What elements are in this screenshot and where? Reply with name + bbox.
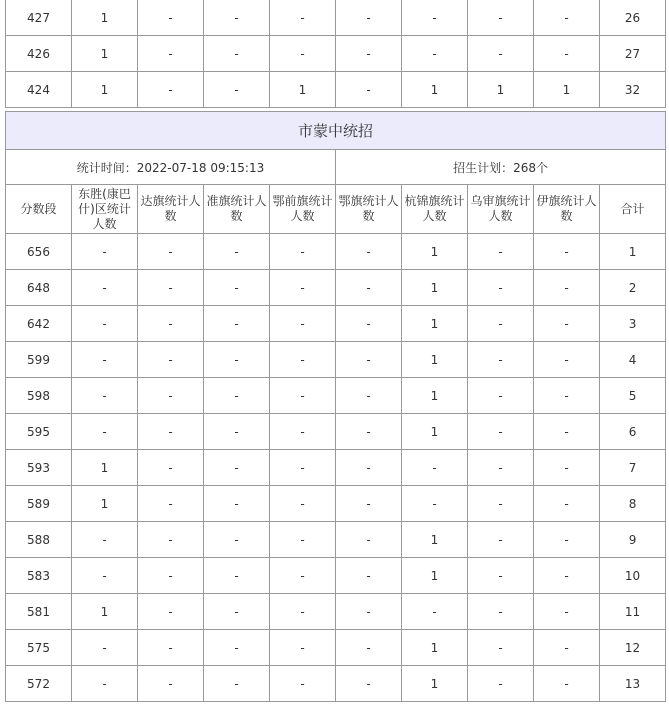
total-cell: 4 (600, 342, 666, 378)
count-cell: - (468, 450, 534, 486)
count-cell: - (138, 450, 204, 486)
count-cell: - (204, 486, 270, 522)
count-cell: - (270, 450, 336, 486)
count-cell: 1 (402, 378, 468, 414)
count-cell: - (138, 630, 204, 666)
score-cell: 599 (6, 342, 72, 378)
score-cell: 575 (6, 630, 72, 666)
total-cell: 3 (600, 306, 666, 342)
count-cell: - (270, 234, 336, 270)
count-cell: - (138, 0, 204, 36)
header-score: 分数段 (6, 185, 72, 234)
count-cell: - (468, 522, 534, 558)
header-row (6, 185, 666, 234)
table-row (6, 36, 666, 72)
section-title: 市蒙中统招 (6, 112, 666, 150)
table-row (6, 630, 666, 666)
count-cell: - (468, 378, 534, 414)
count-cell: 1 (402, 630, 468, 666)
count-cell: - (336, 666, 402, 702)
count-cell: - (336, 450, 402, 486)
count-cell: 1 (402, 306, 468, 342)
count-cell: - (534, 558, 600, 594)
score-cell: 656 (6, 234, 72, 270)
header-eqianqi: 鄂前旗统计人数 (270, 185, 336, 234)
count-cell: - (138, 72, 204, 108)
table-row (6, 594, 666, 630)
count-cell: - (204, 594, 270, 630)
count-cell: - (204, 342, 270, 378)
count-cell: - (72, 342, 138, 378)
count-cell: - (138, 558, 204, 594)
count-cell: - (270, 414, 336, 450)
header-eqi: 鄂旗统计人数 (336, 185, 402, 234)
section-info-row (6, 150, 666, 185)
count-cell: - (138, 378, 204, 414)
count-cell: - (534, 630, 600, 666)
count-cell: - (534, 414, 600, 450)
count-cell: 1 (402, 270, 468, 306)
score-cell: 593 (6, 450, 72, 486)
table-row (6, 666, 666, 702)
count-cell: - (204, 450, 270, 486)
count-cell: - (336, 486, 402, 522)
header-daqi: 达旗统计人数 (138, 185, 204, 234)
count-cell: 1 (72, 36, 138, 72)
table-row (6, 270, 666, 306)
count-cell: - (138, 342, 204, 378)
count-cell: - (72, 630, 138, 666)
count-cell: - (72, 522, 138, 558)
count-cell: 1 (402, 234, 468, 270)
header-hangjinqi: 杭锦旗统计人数 (402, 185, 468, 234)
count-cell: 1 (402, 414, 468, 450)
count-cell: 1 (402, 342, 468, 378)
score-cell: 642 (6, 306, 72, 342)
count-cell: - (336, 234, 402, 270)
count-cell: - (204, 72, 270, 108)
score-cell: 588 (6, 522, 72, 558)
table-row (6, 558, 666, 594)
count-cell: - (402, 594, 468, 630)
count-cell: 1 (270, 72, 336, 108)
count-cell: 1 (72, 0, 138, 36)
count-cell: - (270, 342, 336, 378)
count-cell: - (204, 36, 270, 72)
previous-section-table (5, 0, 666, 108)
score-distribution-body (6, 112, 666, 702)
total-cell: 10 (600, 558, 666, 594)
previous-section-body (6, 0, 666, 108)
table-row (6, 522, 666, 558)
count-cell: - (138, 36, 204, 72)
table-row (6, 486, 666, 522)
count-cell: - (204, 234, 270, 270)
count-cell: - (72, 306, 138, 342)
section-title-row (6, 112, 666, 150)
count-cell: - (468, 342, 534, 378)
count-cell: - (270, 666, 336, 702)
count-cell: - (468, 594, 534, 630)
count-cell: 1 (534, 72, 600, 108)
count-cell: - (534, 270, 600, 306)
score-cell: 427 (6, 0, 72, 36)
count-cell: - (138, 666, 204, 702)
count-cell: - (204, 0, 270, 36)
count-cell: - (468, 558, 534, 594)
count-cell: - (534, 666, 600, 702)
score-cell: 648 (6, 270, 72, 306)
count-cell: - (72, 414, 138, 450)
count-cell: - (534, 306, 600, 342)
count-cell: - (270, 306, 336, 342)
score-cell: 581 (6, 594, 72, 630)
total-cell: 8 (600, 486, 666, 522)
count-cell: - (402, 0, 468, 36)
header-dongsheng: 东胜(康巴什)区统计人数 (72, 185, 138, 234)
count-cell: 1 (402, 666, 468, 702)
count-cell: - (204, 414, 270, 450)
count-cell: - (270, 558, 336, 594)
count-cell: - (468, 306, 534, 342)
header-zhunqi: 准旗统计人数 (204, 185, 270, 234)
count-cell: - (534, 450, 600, 486)
stat-time: 统计时间：2022-07-18 09:15:13 (6, 150, 336, 185)
total-cell: 5 (600, 378, 666, 414)
total-cell: 1 (600, 234, 666, 270)
count-cell: - (468, 270, 534, 306)
table-row (6, 378, 666, 414)
total-cell: 9 (600, 522, 666, 558)
count-cell: - (138, 414, 204, 450)
score-cell: 572 (6, 666, 72, 702)
table-row (6, 450, 666, 486)
count-cell: - (204, 522, 270, 558)
count-cell: 1 (72, 450, 138, 486)
count-cell: - (270, 0, 336, 36)
count-cell: - (138, 306, 204, 342)
count-cell: - (336, 522, 402, 558)
count-cell: - (468, 486, 534, 522)
count-cell: - (138, 522, 204, 558)
score-cell: 583 (6, 558, 72, 594)
count-cell: - (534, 0, 600, 36)
count-cell: - (270, 270, 336, 306)
count-cell: - (204, 378, 270, 414)
table-row (6, 72, 666, 108)
count-cell: - (468, 36, 534, 72)
total-cell: 11 (600, 594, 666, 630)
count-cell: - (336, 0, 402, 36)
count-cell: 1 (468, 72, 534, 108)
count-cell: - (336, 72, 402, 108)
total-cell: 32 (600, 72, 666, 108)
table-row (6, 234, 666, 270)
count-cell: - (138, 234, 204, 270)
count-cell: - (468, 0, 534, 36)
count-cell: - (534, 234, 600, 270)
count-cell: - (270, 630, 336, 666)
count-cell: - (336, 378, 402, 414)
count-cell: - (336, 306, 402, 342)
count-cell: - (138, 594, 204, 630)
count-cell: - (402, 36, 468, 72)
count-cell: 1 (402, 558, 468, 594)
count-cell: 1 (72, 72, 138, 108)
count-cell: - (204, 666, 270, 702)
count-cell: - (534, 342, 600, 378)
enrollment-plan: 招生计划：268个 (336, 150, 666, 185)
count-cell: - (336, 36, 402, 72)
count-cell: 1 (402, 72, 468, 108)
total-cell: 7 (600, 450, 666, 486)
table-row (6, 306, 666, 342)
score-distribution-table (5, 111, 666, 702)
count-cell: - (270, 378, 336, 414)
table-row (6, 342, 666, 378)
count-cell: - (204, 558, 270, 594)
count-cell: - (468, 414, 534, 450)
count-cell: - (72, 666, 138, 702)
table-row (6, 0, 666, 36)
header-total: 合计 (600, 185, 666, 234)
total-cell: 13 (600, 666, 666, 702)
count-cell: - (336, 630, 402, 666)
count-cell: - (468, 630, 534, 666)
score-cell: 598 (6, 378, 72, 414)
count-cell: 1 (402, 522, 468, 558)
total-cell: 27 (600, 36, 666, 72)
count-cell: 1 (72, 594, 138, 630)
score-cell: 595 (6, 414, 72, 450)
count-cell: - (270, 594, 336, 630)
count-cell: - (336, 342, 402, 378)
count-cell: - (72, 234, 138, 270)
count-cell: - (204, 270, 270, 306)
score-cell: 426 (6, 36, 72, 72)
count-cell: - (534, 36, 600, 72)
count-cell: - (402, 450, 468, 486)
count-cell: - (534, 486, 600, 522)
score-cell: 424 (6, 72, 72, 108)
total-cell: 6 (600, 414, 666, 450)
count-cell: - (468, 666, 534, 702)
count-cell: - (336, 270, 402, 306)
count-cell: - (72, 558, 138, 594)
count-cell: - (534, 522, 600, 558)
score-cell: 589 (6, 486, 72, 522)
total-cell: 12 (600, 630, 666, 666)
count-cell: - (270, 486, 336, 522)
count-cell: - (336, 414, 402, 450)
total-cell: 2 (600, 270, 666, 306)
count-cell: - (72, 378, 138, 414)
count-cell: - (138, 486, 204, 522)
count-cell: - (204, 630, 270, 666)
header-wushenqi: 乌审旗统计人数 (468, 185, 534, 234)
total-cell: 26 (600, 0, 666, 36)
count-cell: - (534, 378, 600, 414)
count-cell: - (270, 522, 336, 558)
count-cell: - (402, 486, 468, 522)
count-cell: - (468, 234, 534, 270)
count-cell: - (138, 270, 204, 306)
count-cell: - (204, 306, 270, 342)
count-cell: - (336, 594, 402, 630)
count-cell: - (72, 270, 138, 306)
count-cell: 1 (72, 486, 138, 522)
count-cell: - (270, 36, 336, 72)
count-cell: - (534, 594, 600, 630)
header-yiqi: 伊旗统计人数 (534, 185, 600, 234)
table-row (6, 414, 666, 450)
count-cell: - (336, 558, 402, 594)
